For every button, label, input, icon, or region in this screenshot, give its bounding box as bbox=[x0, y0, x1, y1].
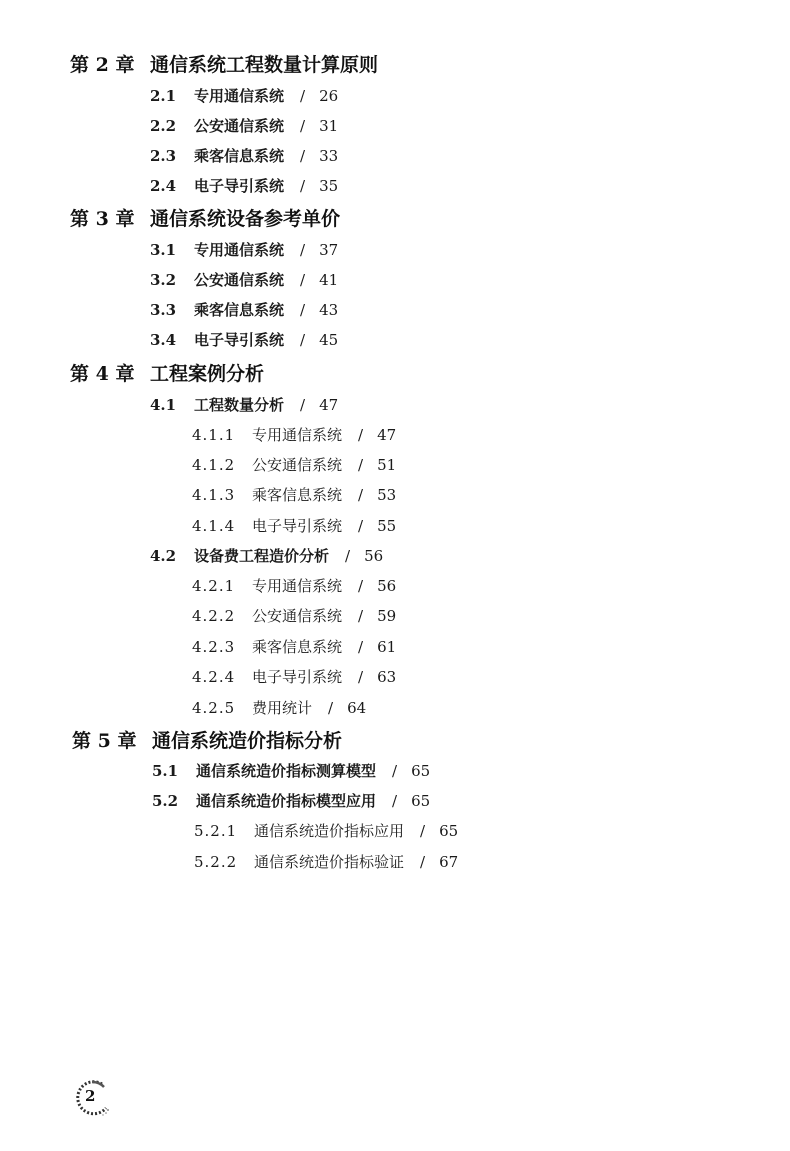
chapter-number: 第 4 章 bbox=[70, 363, 135, 385]
section-title: 公安通信系统 bbox=[194, 271, 285, 289]
separator: / bbox=[328, 699, 334, 717]
separator: / bbox=[345, 547, 351, 565]
subsection-title: 专用通信系统 bbox=[252, 426, 343, 444]
subsection-title: 公安通信系统 bbox=[252, 456, 343, 474]
toc-subsection-5-2-1[interactable] bbox=[194, 824, 458, 839]
section-title: 电子导引系统 bbox=[194, 177, 285, 195]
separator: / bbox=[392, 792, 398, 810]
section-title: 乘客信息系统 bbox=[194, 301, 285, 319]
section-number: 4.1 bbox=[150, 396, 177, 414]
toc-section-4-1[interactable] bbox=[150, 398, 338, 413]
toc-subsection-4-2-3[interactable] bbox=[192, 640, 396, 655]
toc-section-5-1[interactable] bbox=[152, 764, 430, 779]
section-number: 3.1 bbox=[150, 241, 177, 259]
chapter-title: 通信系统造价指标分析 bbox=[152, 730, 343, 752]
page-ref: 51 bbox=[377, 456, 397, 474]
section-title: 通信系统造价指标测算模型 bbox=[196, 762, 377, 780]
separator: / bbox=[358, 426, 364, 444]
toc-chapter-5[interactable] bbox=[72, 732, 342, 751]
separator: / bbox=[358, 456, 364, 474]
toc-subsection-4-1-4[interactable] bbox=[192, 519, 396, 534]
section-number: 5.2 bbox=[152, 792, 179, 810]
separator: / bbox=[300, 241, 306, 259]
section-number: 2.4 bbox=[150, 177, 177, 195]
subsection-title: 乘客信息系统 bbox=[252, 486, 343, 504]
toc-section-3-4[interactable] bbox=[150, 333, 338, 348]
toc-chapter-2[interactable] bbox=[70, 56, 378, 75]
page-ref: 33 bbox=[319, 147, 339, 165]
separator: / bbox=[300, 147, 306, 165]
section-number: 2.2 bbox=[150, 117, 177, 135]
page-ref: 63 bbox=[377, 668, 397, 686]
toc-subsection-4-1-1[interactable] bbox=[192, 428, 396, 443]
separator: / bbox=[420, 822, 426, 840]
subsection-number: 4.1.3 bbox=[192, 486, 236, 504]
page-ref: 26 bbox=[319, 87, 339, 105]
page-ref: 64 bbox=[347, 699, 367, 717]
toc-section-2-3[interactable] bbox=[150, 149, 338, 164]
page-ref: 67 bbox=[439, 853, 459, 871]
page-number-badge bbox=[72, 1078, 108, 1114]
subsection-number: 4.1.2 bbox=[192, 456, 236, 474]
separator: / bbox=[420, 853, 426, 871]
page-ref: 56 bbox=[364, 547, 384, 565]
section-number: 5.1 bbox=[152, 762, 179, 780]
chapter-number: 第 5 章 bbox=[72, 730, 137, 752]
separator: / bbox=[358, 668, 364, 686]
chapter-number: 第 2 章 bbox=[70, 54, 135, 76]
chapter-title: 通信系统设备参考单价 bbox=[150, 208, 341, 230]
section-number: 2.3 bbox=[150, 147, 177, 165]
page-ref: 65 bbox=[411, 792, 431, 810]
subsection-number: 4.2.3 bbox=[192, 638, 236, 656]
page-ref: 56 bbox=[377, 577, 397, 595]
page-number: 2 bbox=[85, 1087, 96, 1105]
separator: / bbox=[358, 607, 364, 625]
separator: / bbox=[392, 762, 398, 780]
section-title: 乘客信息系统 bbox=[194, 147, 285, 165]
chapter-title: 工程案例分析 bbox=[150, 363, 265, 385]
separator: / bbox=[358, 486, 364, 504]
toc-subsection-4-2-2[interactable] bbox=[192, 609, 396, 624]
toc-subsection-4-2-1[interactable] bbox=[192, 579, 396, 594]
toc-subsection-4-2-5[interactable] bbox=[192, 701, 366, 716]
section-title: 通信系统造价指标模型应用 bbox=[196, 792, 377, 810]
page-ref: 47 bbox=[319, 396, 339, 414]
section-title: 工程数量分析 bbox=[194, 396, 285, 414]
subsection-title: 费用统计 bbox=[252, 699, 313, 717]
toc-subsection-5-2-2[interactable] bbox=[194, 855, 458, 870]
page-ref: 61 bbox=[377, 638, 397, 656]
subsection-title: 电子导引系统 bbox=[252, 517, 343, 535]
separator: / bbox=[300, 87, 306, 105]
separator: / bbox=[300, 117, 306, 135]
toc-chapter-3[interactable] bbox=[70, 210, 340, 229]
section-number: 3.3 bbox=[150, 301, 177, 319]
toc-section-3-3[interactable] bbox=[150, 303, 338, 318]
separator: / bbox=[300, 177, 306, 195]
toc-subsection-4-2-4[interactable] bbox=[192, 670, 396, 685]
subsection-number: 4.2.1 bbox=[192, 577, 236, 595]
page-ref: 53 bbox=[377, 486, 397, 504]
toc-section-2-4[interactable] bbox=[150, 179, 338, 194]
section-title: 电子导引系统 bbox=[194, 331, 285, 349]
page-ref: 55 bbox=[377, 517, 397, 535]
toc-section-2-1[interactable] bbox=[150, 89, 338, 104]
subsection-number: 4.2.4 bbox=[192, 668, 236, 686]
page-ref: 37 bbox=[319, 241, 339, 259]
separator: / bbox=[300, 331, 306, 349]
toc-section-5-2[interactable] bbox=[152, 794, 430, 809]
section-number: 3.2 bbox=[150, 271, 177, 289]
section-title: 专用通信系统 bbox=[194, 241, 285, 259]
subsection-number: 5.2.2 bbox=[194, 853, 238, 871]
separator: / bbox=[300, 271, 306, 289]
subsection-number: 4.1.1 bbox=[192, 426, 236, 444]
separator: / bbox=[358, 638, 364, 656]
page-ref: 35 bbox=[319, 177, 339, 195]
separator: / bbox=[358, 577, 364, 595]
subsection-number: 4.1.4 bbox=[192, 517, 236, 535]
section-title: 设备费工程造价分析 bbox=[194, 547, 330, 565]
page-ref: 41 bbox=[319, 271, 339, 289]
subsection-title: 专用通信系统 bbox=[252, 577, 343, 595]
subsection-number: 5.2.1 bbox=[194, 822, 238, 840]
subsection-title: 通信系统造价指标应用 bbox=[254, 822, 405, 840]
section-number: 4.2 bbox=[150, 547, 177, 565]
subsection-title: 乘客信息系统 bbox=[252, 638, 343, 656]
chapter-number: 第 3 章 bbox=[70, 208, 135, 230]
page-ref: 47 bbox=[377, 426, 397, 444]
toc-subsection-4-1-2[interactable] bbox=[192, 458, 396, 473]
page-ref: 65 bbox=[439, 822, 459, 840]
section-number: 3.4 bbox=[150, 331, 177, 349]
page-ref: 65 bbox=[411, 762, 431, 780]
subsection-number: 4.2.2 bbox=[192, 607, 236, 625]
toc-subsection-4-1-3[interactable] bbox=[192, 488, 396, 503]
toc-section-3-1[interactable] bbox=[150, 243, 338, 258]
separator: / bbox=[300, 301, 306, 319]
subsection-title: 通信系统造价指标验证 bbox=[254, 853, 405, 871]
subsection-title: 电子导引系统 bbox=[252, 668, 343, 686]
separator: / bbox=[358, 517, 364, 535]
page-ref: 43 bbox=[319, 301, 339, 319]
toc-chapter-4[interactable] bbox=[70, 365, 264, 384]
section-title: 专用通信系统 bbox=[194, 87, 285, 105]
subsection-title: 公安通信系统 bbox=[252, 607, 343, 625]
toc-section-2-2[interactable] bbox=[150, 119, 338, 134]
subsection-number: 4.2.5 bbox=[192, 699, 236, 717]
toc-section-3-2[interactable] bbox=[150, 273, 338, 288]
page-ref: 45 bbox=[319, 331, 339, 349]
section-number: 2.1 bbox=[150, 87, 177, 105]
separator: / bbox=[300, 396, 306, 414]
section-title: 公安通信系统 bbox=[194, 117, 285, 135]
chapter-title: 通信系统工程数量计算原则 bbox=[150, 54, 379, 76]
page-ref: 31 bbox=[319, 117, 339, 135]
toc-section-4-2[interactable] bbox=[150, 549, 383, 564]
page-ref: 59 bbox=[377, 607, 397, 625]
